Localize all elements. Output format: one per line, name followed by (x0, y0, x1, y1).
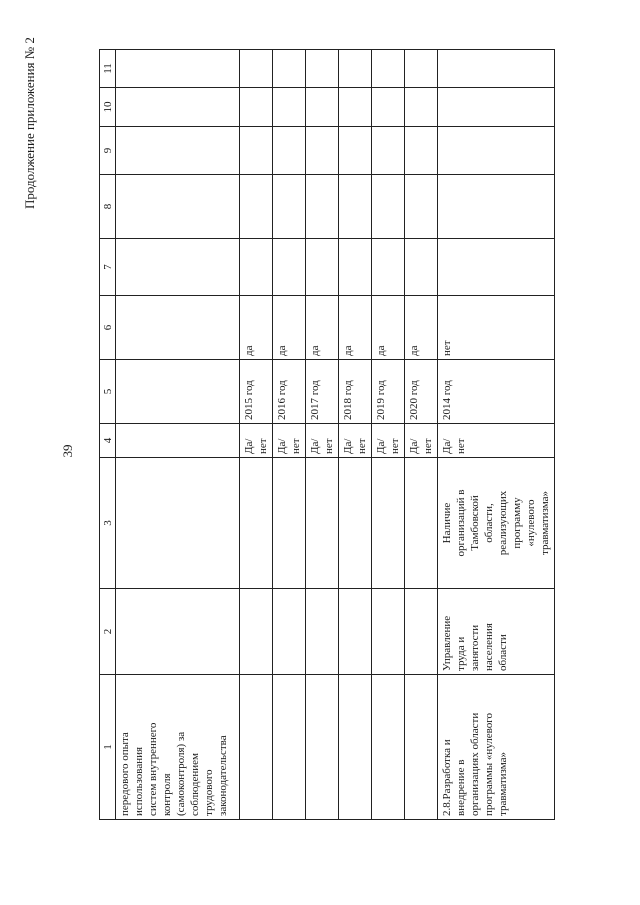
table-row (116, 50, 240, 820)
cell-unit: Да/ нет (438, 424, 555, 458)
cell-empty (372, 175, 405, 239)
header-col-4: 4 (100, 424, 116, 458)
cell-value: нет (438, 296, 555, 360)
cell-empty (240, 175, 273, 239)
cell-year: 2014 год (438, 360, 555, 424)
cell-year: 2016 год (273, 360, 306, 424)
cell-value: да (306, 296, 339, 360)
header-col-8: 8 (100, 175, 116, 239)
cell-empty (339, 50, 372, 88)
cell-indicator (339, 458, 372, 589)
table-row (372, 50, 405, 820)
cell-empty (306, 88, 339, 127)
cell-activity (405, 675, 438, 820)
cell-responsible: Управление труда и занятости населения области (438, 589, 555, 675)
header-col-3: 3 (100, 458, 116, 589)
continuation-label: Продолжение приложения № 2 (22, 37, 37, 209)
cell-value: да (405, 296, 438, 360)
cell-value: да (273, 296, 306, 360)
cell-unit: Да/ нет (306, 424, 339, 458)
cell-activity (240, 675, 273, 820)
cell-empty (116, 175, 240, 239)
cell-empty (240, 88, 273, 127)
cell-empty (273, 88, 306, 127)
cell-empty (372, 50, 405, 88)
cell-empty (273, 239, 306, 296)
cell-empty (438, 50, 555, 88)
cell-responsible (405, 589, 438, 675)
cell-empty (372, 239, 405, 296)
cell-unit: Да/ нет (372, 424, 405, 458)
cell-empty (240, 50, 273, 88)
cell-empty (339, 88, 372, 127)
header-col-2: 2 (100, 589, 116, 675)
cell-year: 2017 год (306, 360, 339, 424)
cell-empty (273, 127, 306, 175)
cell-year: 2015 год (240, 360, 273, 424)
cell-year: 2018 год (339, 360, 372, 424)
cell-empty (372, 88, 405, 127)
cell-empty (306, 175, 339, 239)
cell-activity: 2.8.Разработка и внедрение в организациях области программы «нулевого травматизма» (438, 675, 555, 820)
cell-value: да (339, 296, 372, 360)
cell-indicator (306, 458, 339, 589)
table-row (405, 50, 438, 820)
cell-value: да (372, 296, 405, 360)
cell-unit: Да/ нет (405, 424, 438, 458)
cell-empty (372, 127, 405, 175)
cell-empty (306, 127, 339, 175)
header-col-5: 5 (100, 360, 116, 424)
table-row (240, 50, 273, 820)
cell-indicator (372, 458, 405, 589)
cell-responsible (273, 589, 306, 675)
cell-empty (405, 127, 438, 175)
cell-empty (306, 239, 339, 296)
header-col-11: 11 (100, 50, 116, 88)
cell-empty (405, 175, 438, 239)
cell-year (116, 360, 240, 424)
cell-activity (306, 675, 339, 820)
cell-empty (273, 50, 306, 88)
cell-responsible (372, 589, 405, 675)
page-number: 39 (60, 444, 75, 458)
cell-empty (438, 239, 555, 296)
header-col-10: 10 (100, 88, 116, 127)
cell-unit: Да/ нет (240, 424, 273, 458)
table-header-row (100, 50, 116, 820)
cell-indicator (116, 458, 240, 589)
cell-activity (339, 675, 372, 820)
cell-empty (116, 88, 240, 127)
cell-empty (339, 239, 372, 296)
cell-empty (405, 50, 438, 88)
cell-empty (438, 175, 555, 239)
cell-indicator (240, 458, 273, 589)
cell-empty (438, 88, 555, 127)
header-col-6: 6 (100, 296, 116, 360)
cell-unit (116, 424, 240, 458)
cell-activity: передового опыта использования систем внутреннего контроля (самоконтроля) за соблюдением трудового законодательства (116, 675, 240, 820)
cell-indicator (405, 458, 438, 589)
cell-empty (273, 175, 306, 239)
cell-value: да (240, 296, 273, 360)
table-row (273, 50, 306, 820)
cell-responsible (306, 589, 339, 675)
header-col-1: 1 (100, 675, 116, 820)
cell-unit: Да/ нет (273, 424, 306, 458)
cell-indicator (273, 458, 306, 589)
header-col-7: 7 (100, 239, 116, 296)
cell-empty (306, 50, 339, 88)
cell-responsible (116, 589, 240, 675)
cell-empty (405, 88, 438, 127)
table-row (306, 50, 339, 820)
cell-unit: Да/ нет (339, 424, 372, 458)
table-row (339, 50, 372, 820)
cell-empty (240, 239, 273, 296)
cell-empty (438, 127, 555, 175)
cell-activity (273, 675, 306, 820)
cell-empty (116, 50, 240, 88)
cell-empty (339, 127, 372, 175)
cell-responsible (240, 589, 273, 675)
cell-responsible (339, 589, 372, 675)
cell-empty (240, 127, 273, 175)
cell-empty (116, 239, 240, 296)
header-col-9: 9 (100, 127, 116, 175)
cell-empty (339, 175, 372, 239)
cell-empty (405, 239, 438, 296)
cell-year: 2019 год (372, 360, 405, 424)
cell-value (116, 296, 240, 360)
cell-activity (372, 675, 405, 820)
cell-empty (116, 127, 240, 175)
table-row (438, 50, 555, 820)
cell-indicator: Наличие организаций в Тамбовской области, реализующих программу «нулевого травматизма» (438, 458, 555, 589)
appendix-table (99, 49, 555, 820)
cell-year: 2020 год (405, 360, 438, 424)
